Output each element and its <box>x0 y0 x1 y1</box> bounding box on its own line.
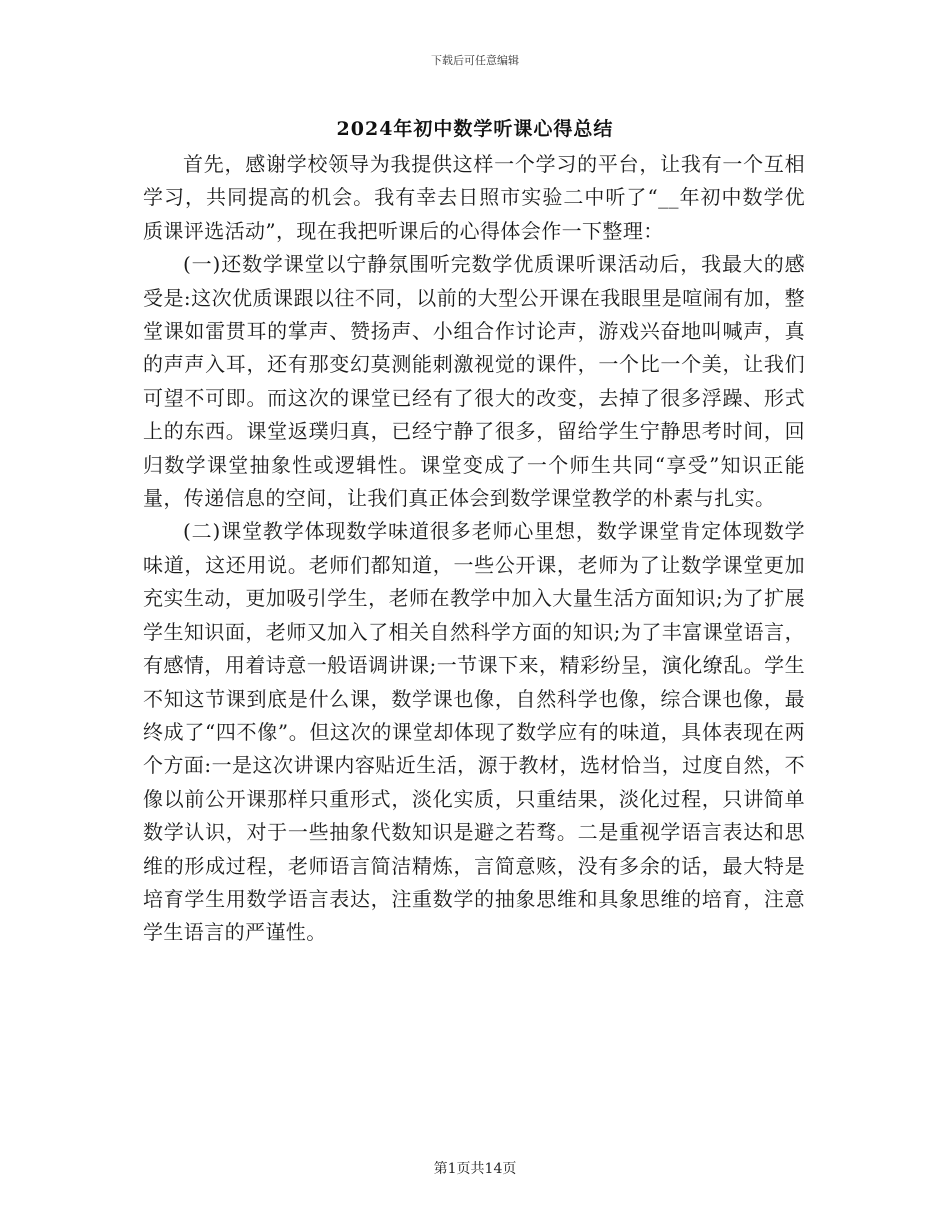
page-number: 第1页共14页 <box>433 1161 517 1177</box>
paragraph-section-2: (二)课堂教学体现数学味道很多老师心里想，数学课堂肯定体现数学味道，这还用说。老师们都知道，一些公开课，老师为了让数学课堂更加充实生动，更加吸引学生，老师在教学中加入大量生活方面知识;为了扩展学生知识面，老师又加入了相关自然科学方面的知识;为了丰富课堂语言，有感情，用着诗意一般语调讲课;一节课下来，精彩纷呈，演化缭乱。学生不知这节课到底是什么课，数学课也像，自然科学也像，综合课也像，最终成了“四不像”。但这次的课堂却体现了数学应有的味道，具体表现在两个方面:一是这次讲课内容贴近生活，源于教材，选材恰当，过度自然，不像以前公开课那样只重形式，淡化实质，只重结果，淡化过程，只讲简单数学认识，对于一些抽象代数知识是避之若骛。二是重视学语言表达和思维的形成过程，老师语言简洁精炼，言简意赅，没有多余的话，最大特是培育学生用数学语言表达，注重数学的抽象思维和具象思维的培育，注意学生语言的严谨性。 <box>143 519 805 945</box>
document-body <box>143 148 805 950</box>
paragraph-intro: 首先，感谢学校领导为我提供这样一个学习的平台，让我有一个互相学习，共同提高的机会。我有幸去日照市实验二中听了“__年初中数学优质课评选活动”，现在我把听课后的心得体会作一下整理： <box>143 152 805 243</box>
document-title: 2024年初中数学听课心得总结 <box>336 118 614 140</box>
page-header-note: 下载后可任意编辑 <box>431 54 519 67</box>
paragraph-section-1: (一)还数学课堂以宁静氛围听完数学优质课听课活动后，我最大的感受是:这次优质课跟以往不同，以前的大型公开课在我眼里是喧闹有加，整堂课如雷贯耳的掌声、赞扬声、小组合作讨论声，游戏兴奋地叫喊声，真的声声入耳，还有那变幻莫测能刺激视觉的课件，一个比一个美，让我们可望不可即。而这次的课堂已经有了很大的改变，去掉了很多浮躁、形式上的东西。课堂返璞归真，已经宁静了很多，留给学生宁静思考时间，回归数学课堂抽象性或逻辑性。课堂变成了一个师生共同“享受”知识正能量，传递信息的空间，让我们真正体会到数学课堂教学的朴素与扎实。 <box>143 252 805 511</box>
